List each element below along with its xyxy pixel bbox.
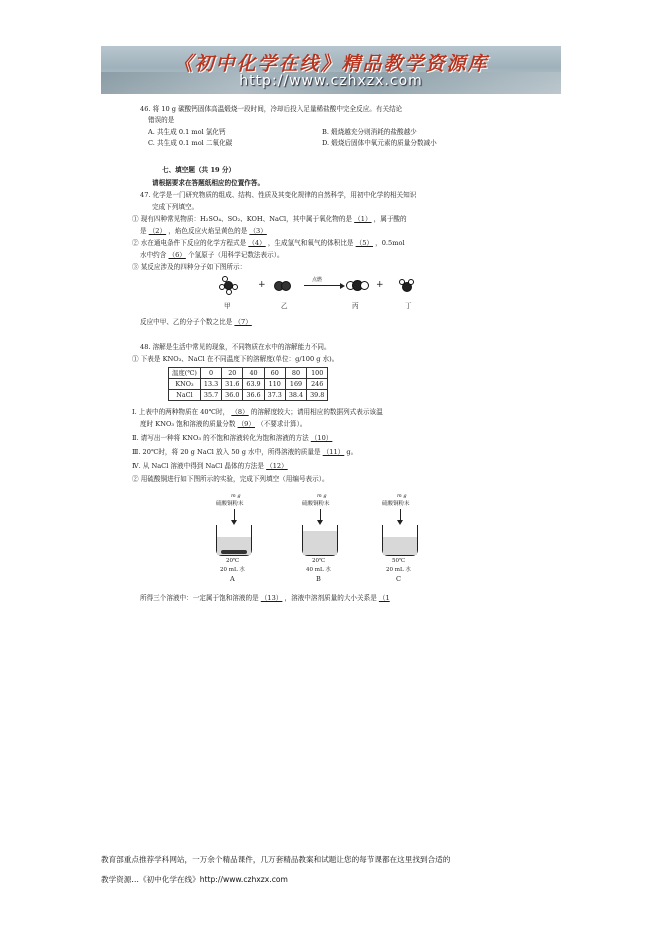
blank-7: （7） bbox=[234, 318, 252, 326]
plus-sign: + bbox=[258, 280, 266, 290]
table-row: KNO₃ 13.3 31.6 63.9 110 169 246 bbox=[169, 379, 328, 390]
beaker-b-water: 40 mL 水 bbox=[306, 567, 331, 573]
q47-part3: ③ 某反应涉及的四种分子如下图所示： bbox=[132, 263, 247, 271]
beaker-c bbox=[382, 525, 418, 556]
q48-last-line: 所得三个溶液中：一定属于饱和溶液的是 （13） ，溶液中溶剂质量的大小关系是 （1 bbox=[140, 594, 390, 602]
molecule-label-ding: 丁 bbox=[405, 302, 412, 310]
q48-iii: Ⅲ. 20℃时，将 20 g NaCl 放入 50 g 水中，所得溶液的质量是 （11） g。 bbox=[132, 448, 358, 456]
beaker-c-liquid bbox=[383, 537, 417, 555]
molecule-jia-atom bbox=[226, 289, 232, 295]
section-instruction: 请根据要求在答题纸相应的位置作答。 bbox=[152, 179, 265, 187]
beaker-b-powder: 硫酸铜粉末 bbox=[302, 501, 330, 507]
beaker-c-mass: m g bbox=[397, 493, 407, 499]
beaker-b-mass: m g bbox=[317, 493, 327, 499]
q46-option-d: D. 煅烧后固体中氧元素的质量分数减小 bbox=[322, 139, 437, 147]
reaction-arrowhead bbox=[340, 283, 345, 289]
footer-line1: 教育部重点推荐学科网站，一万余个精品课件，几万套精品教案和试题让您的每节课都在这里找到合适的 bbox=[101, 855, 451, 864]
table-header-row: 温度(℃) 0 20 40 60 80 100 bbox=[169, 368, 328, 379]
molecule-label-bing: 丙 bbox=[352, 302, 359, 310]
beaker-a-powder: 硫酸铜粉末 bbox=[216, 501, 244, 507]
beaker-a bbox=[216, 525, 252, 556]
q48-i-line1: Ⅰ. 上表中的两种物质在 40℃时， （8） 的溶解度较大；请用相应的数据列式表示该温 bbox=[132, 408, 383, 416]
banner-title: 《初中化学在线》精品教学资源库 bbox=[173, 53, 489, 75]
molecule-ding-atom bbox=[408, 279, 414, 285]
molecule-jia-atom bbox=[232, 284, 238, 290]
beaker-b-liquid bbox=[303, 531, 337, 555]
blank-12: （12） bbox=[266, 462, 288, 470]
beaker-b-temp: 20℃ bbox=[312, 558, 326, 564]
blank-2: （2） bbox=[148, 227, 167, 235]
beaker-a-water: 20 mL 水 bbox=[220, 567, 245, 573]
beaker-a-temp: 20℃ bbox=[226, 558, 240, 564]
q46-option-b: B. 煅烧越充分则消耗的盐酸越少 bbox=[322, 128, 417, 136]
section-title: 七、填空题（共 19 分） bbox=[162, 166, 236, 174]
beaker-a-mass: m g bbox=[231, 493, 241, 499]
beaker-c-temp: 50℃ bbox=[392, 558, 406, 564]
q47-intro-line2: 完成下列填空。 bbox=[152, 203, 199, 211]
blank-3: （3） bbox=[249, 227, 267, 235]
blank-13: （13） bbox=[260, 594, 283, 602]
beaker-a-sediment bbox=[221, 550, 247, 554]
beaker-c-label: C bbox=[396, 575, 402, 583]
blank-11: （11） bbox=[322, 448, 345, 456]
page-footer bbox=[101, 850, 571, 890]
molecule-label-jia: 甲 bbox=[224, 302, 231, 310]
q48-i-line2: 度时 KNO₃ 饱和溶液的质量分数 （9） （不要求计算）。 bbox=[140, 420, 307, 428]
blank-9: （9） bbox=[237, 420, 255, 428]
blank-6: （6） bbox=[168, 251, 186, 259]
site-banner bbox=[101, 46, 561, 94]
reaction-arrow bbox=[304, 285, 342, 286]
q47-part1-line1: ① 现有四种常见物质：H₂SO₄、SO₂、KOH、NaCl，其中属于氧化物的是 （1） ，属于酸的 bbox=[132, 215, 407, 223]
beaker-a-label: A bbox=[230, 575, 235, 583]
q48-iv: Ⅳ. 从 NaCl 溶液中得到 NaCl 晶体的方法是 （12） bbox=[132, 462, 288, 470]
blank-5: （5） bbox=[355, 239, 374, 247]
plus-sign: + bbox=[376, 280, 384, 290]
molecule-ding-atom bbox=[399, 279, 405, 285]
q47-part2-line1: ② 水在通电条件下反应的化学方程式是 （4） ，生成氢气和氧气的体积比是 （5） ，0.5mol bbox=[132, 239, 405, 247]
banner-url[interactable]: http://www.czhxzx.com bbox=[239, 73, 423, 89]
q47-part1-line2: 是 （2） ，焰色反应火焰呈黄色的是 （3） bbox=[140, 227, 267, 235]
footer-line2: 教学资源…《初中化学在线》http://www.czhxzx.com bbox=[101, 875, 288, 884]
blank-10: （10） bbox=[310, 434, 333, 442]
table-row: NaCl 35.7 36.0 36.6 37.3 38.4 39.8 bbox=[169, 390, 328, 401]
molecule-jia-atom bbox=[222, 276, 228, 282]
q47-part4: 反应中甲、乙的分子个数之比是 （7） bbox=[140, 318, 252, 326]
q48-intro: 48. 溶解是生活中常见的现象，不同物质在水中的溶解能力不同。 bbox=[140, 343, 331, 351]
blank-14: （1 bbox=[378, 594, 390, 602]
beaker-c-water: 20 mL 水 bbox=[386, 567, 411, 573]
blank-1: （1） bbox=[354, 215, 372, 223]
beaker-b bbox=[302, 525, 338, 556]
blank-4: （4） bbox=[248, 239, 266, 247]
q46-stem-line1: 46. 将 10 g 碳酸钙固体高温煅烧一段时间，冷却后投入足量稀盐酸中完全反应。有关结论 bbox=[140, 105, 403, 113]
q48-part1: ① 下表是 KNO₃、NaCl 在不同温度下的溶解度(单位：g/100 g 水)。 bbox=[132, 355, 339, 363]
q48-part2: ② 用硫酸铜进行如下图所示的实验，完成下列填空（用编号表示）。 bbox=[132, 475, 329, 483]
molecule-jia-atom bbox=[219, 284, 225, 290]
reaction-condition: 点燃 bbox=[312, 277, 323, 283]
q46-option-a: A. 共生成 0.1 mol 氯化钙 bbox=[148, 128, 226, 136]
beaker-b-label: B bbox=[316, 575, 321, 583]
molecule-bing-atom bbox=[360, 281, 369, 290]
q47-part2-line2: 水中约含 （6） 个氢原子（用科学记数法表示）。 bbox=[140, 251, 284, 259]
molecule-label-yi: 乙 bbox=[281, 302, 288, 310]
solubility-table bbox=[168, 367, 328, 401]
q46-option-c: C. 共生成 0.1 mol 二氧化碳 bbox=[148, 139, 233, 147]
q46-stem-line2: 错误的是 bbox=[148, 116, 175, 124]
molecule-yi-atom bbox=[281, 281, 291, 291]
beaker-c-powder: 硫酸铜粉末 bbox=[382, 501, 410, 507]
q47-intro-line1: 47. 化学是一门研究物质的组成、结构、性质及其变化规律的自然科学，用初中化学的相关知识 bbox=[140, 191, 417, 199]
blank-8: （8） bbox=[231, 408, 249, 416]
q48-ii: Ⅱ. 请写出一种将 KNO₃ 的不饱和溶液转化为饱和溶液的方法 （10） bbox=[132, 434, 333, 442]
